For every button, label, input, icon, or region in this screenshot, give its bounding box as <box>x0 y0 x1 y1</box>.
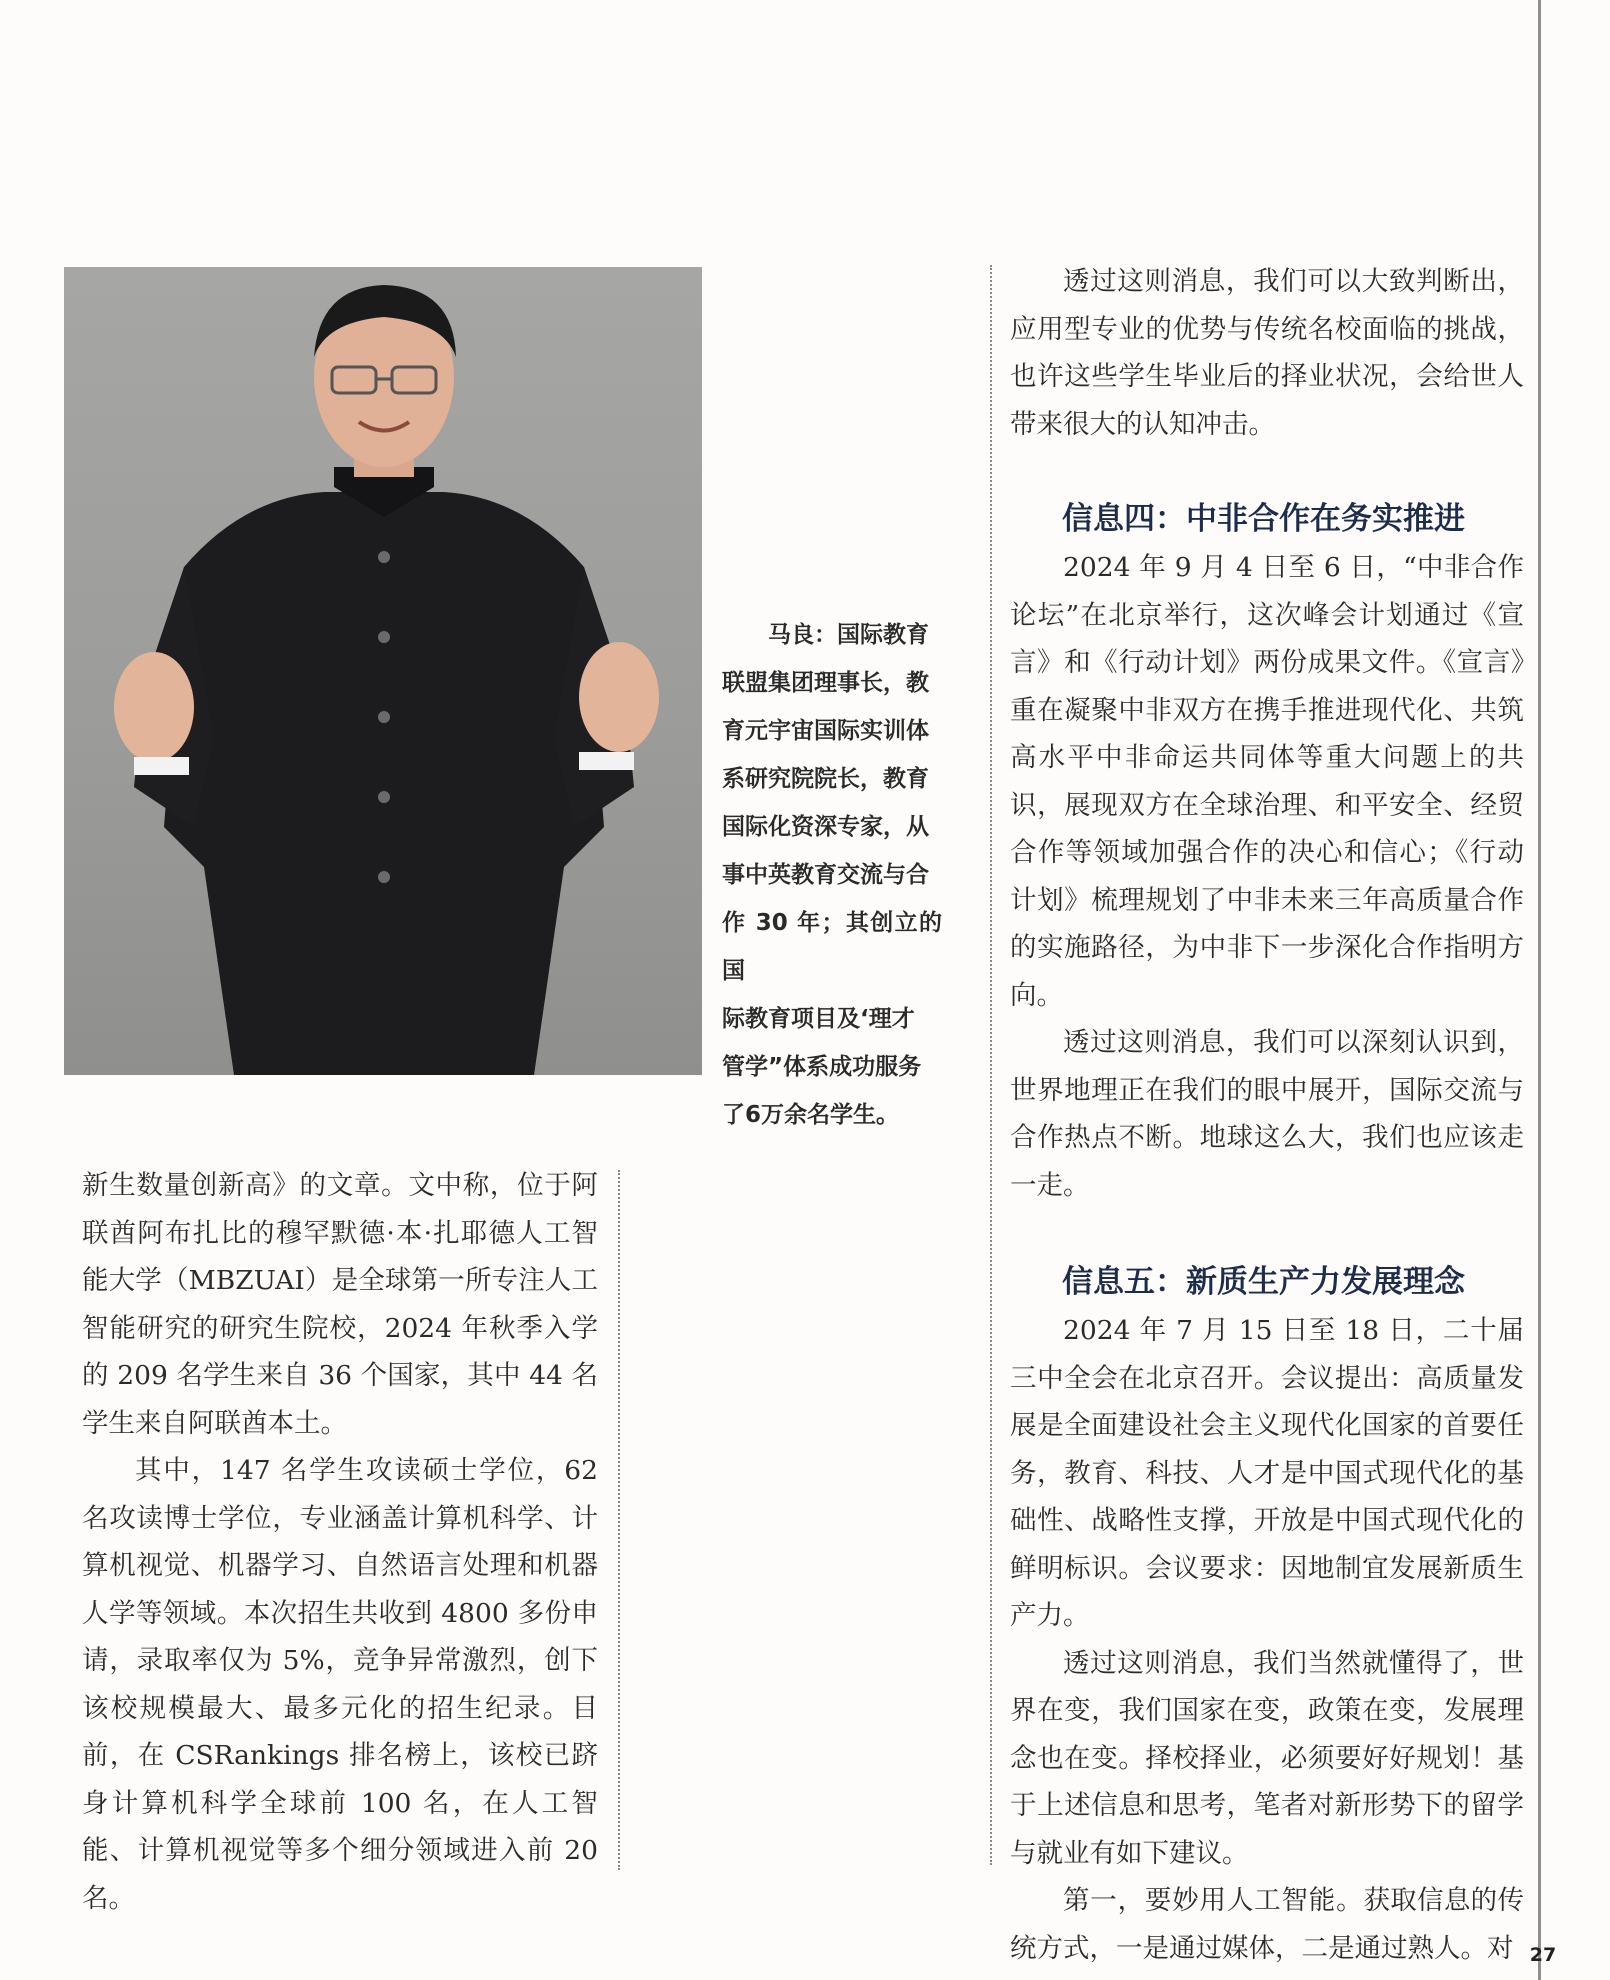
section4-heading: 信息四：中非合作在务实推进 <box>1062 501 1465 537</box>
body-paragraph: 2024 年 9 月 4 日至 6 日，“中非合作论坛”在北京举行，这次峰会计划通过《宣言》和《行动计划》两份成果文件。《宣言》重在凝聚中非双方在携手推进现代化、共筑高水平中非命运共同体等重大问题上的共识，展现双方在全球治理、和平安全、经贸合作等领域加强合作的决心和信心；《行动计划》梳理规划了中非未来三年高质量合作的实施路径，为中非下一步深化合作指明方向。 <box>1010 552 1524 1011</box>
caption-line: 育元宇宙国际实训体 <box>722 718 929 744</box>
caption-line: 马良：国际教育 <box>768 622 929 648</box>
paragraph-rest: 获取信息的传统方式，一是通过媒体，二是通过熟人。对 <box>1010 1885 1524 1964</box>
section5-heading: 信息五：新质生产力发展理念 <box>1062 1264 1465 1300</box>
caption-line: 管学”体系成功服务 <box>722 1054 922 1080</box>
page-number: 27 <box>1529 1944 1557 1966</box>
portrait-photo <box>64 267 702 1075</box>
caption-line: 际教育项目及‘理才 <box>722 1006 915 1032</box>
body-paragraph: 新生数量创新高》的文章。文中称，位于阿联酋阿布扎比的穆罕默德·本·扎耶德人工智能大学（MBZUAI）是全球第一所专注人工智能研究的研究生院校，2024 年秋季入学的 209 名学生来自 36 个国家，其中 44 名学生来自阿联酋本土。 <box>82 1170 598 1439</box>
intro-paragraph: 透过这则消息，我们可以大致判断出，应用型专业的优势与传统名校面临的挑战，也许这些学生毕业后的择业状况，会给世人带来很大的认知冲击。 <box>1010 266 1524 440</box>
caption-line: 事中英教育交流与合 <box>722 862 929 888</box>
body-paragraph: 其中，147 名学生攻读硕士学位，62 名攻读博士学位，专业涵盖计算机科学、计算机视觉、机器学习、自然语言处理和机器人学等领域。本次招生共收到 4800 多份申请，录取率仅为 5%，竞争异常激烈，创下该校规模最大、最多元化的招生纪录。目前，在 CSRankings 排名榜上，该校已跻身计算机科学全球前 100 名，在人工智能、计算机视觉等多个细分领域进入前 20 名。 <box>82 1455 598 1914</box>
left-column <box>82 1162 598 1922</box>
caption-line: 作 30 年；其创立的国 <box>722 910 942 984</box>
right-column-divider <box>990 265 992 1865</box>
body-paragraph: 透过这则消息，我们可以深刻认识到，世界地理正在我们的眼中展开，国际交流与合作热点不断。地球这么大，我们也应该走一走。 <box>1010 1027 1524 1201</box>
portrait-illustration <box>64 267 702 1075</box>
right-column <box>1010 258 1524 1972</box>
left-column-divider <box>618 1170 620 1870</box>
body-paragraph <box>1010 1877 1524 1972</box>
caption-line: 联盟集团理事长，教 <box>722 670 929 696</box>
caption-line: 国际化资深专家，从 <box>722 814 929 840</box>
caption-line: 了6万余名学生。 <box>722 1102 900 1128</box>
body-paragraph: 2024 年 7 月 15 日至 18 日，二十届三中全会在北京召开。会议提出：高质量发展是全面建设社会主义现代化国家的首要任务，教育、科技、人才是中国式现代化的基础性、战略性支撑，开放是中国式现代化的鲜明标识。会议要求：因地制宜发展新质生产力。 <box>1010 1315 1524 1631</box>
emphasis-lead: 第一，要妙用人工智能。 <box>1063 1885 1364 1916</box>
photo-caption <box>722 611 942 1139</box>
caption-line: 系研究院院长，教育 <box>722 766 929 792</box>
body-paragraph: 透过这则消息，我们当然就懂得了，世界在变，我们国家在变，政策在变，发展理念也在变。择校择业，必须要好好规划！基于上述信息和思考，笔者对新形势下的留学与就业有如下建议。 <box>1010 1647 1524 1869</box>
page-edge-rule <box>1538 0 1541 1980</box>
